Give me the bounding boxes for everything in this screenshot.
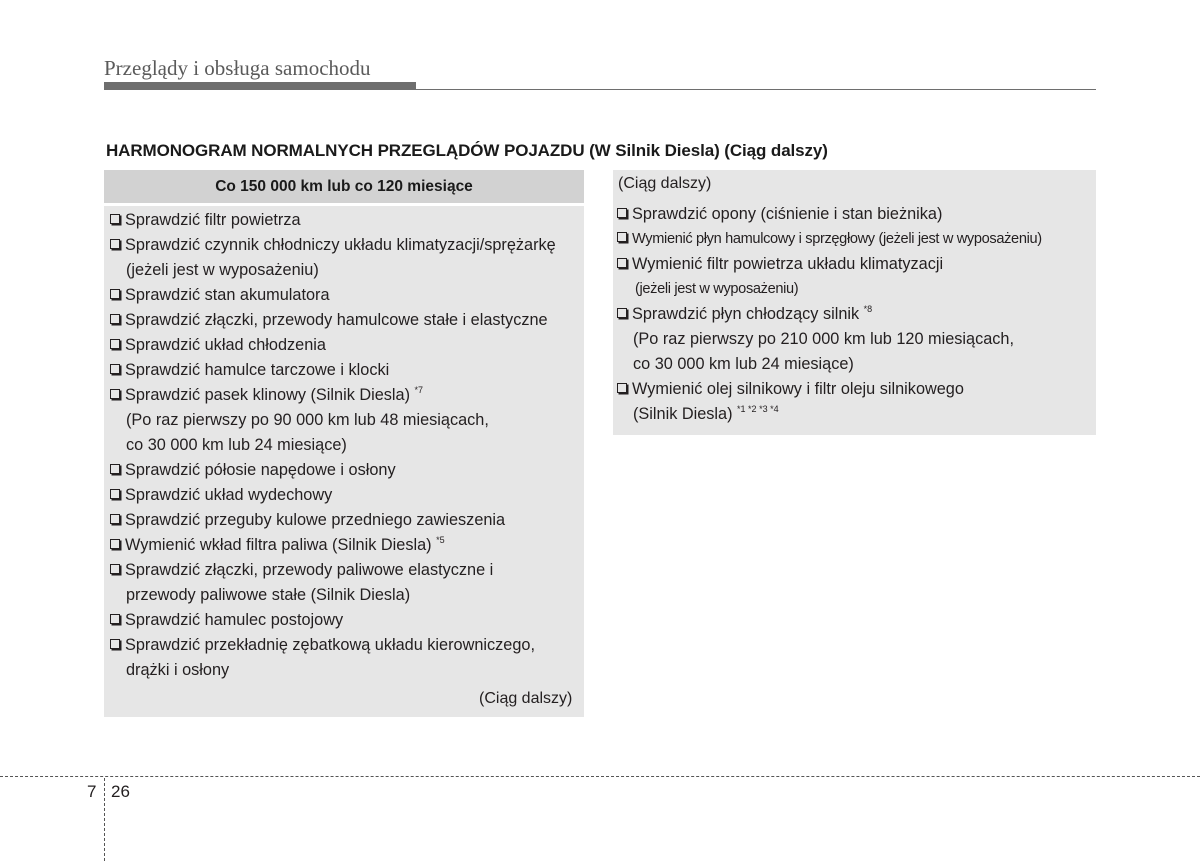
continuation-text: (jeżeli jest w wyposażeniu) [635,281,799,297]
checklist-item-line [110,383,584,408]
checklist-item-text: Sprawdzić układ wydechowy [125,486,333,504]
footer-dashed-rule [0,776,1200,777]
header-rule-thick [104,82,416,90]
checkbox-icon [617,308,627,318]
interval-header: Co 150 000 km lub co 120 miesiące [104,170,584,203]
checklist-item-continuation [617,352,1095,377]
checklist-item-continuation [617,327,1095,352]
continuation-text: (Po raz pierwszy po 90 000 km lub 48 miesiącach, [126,411,489,429]
checklist-item [110,208,584,233]
continued-label-bottom: (Ciąg dalszy) [479,690,573,707]
section-title: Przeglądy i obsługa samochodu [104,56,371,80]
checklist-item-line [110,233,584,258]
checklist-item-text: Sprawdzić złączki, przewody hamulcowe stałe i elastyczne [125,311,548,329]
checklist-item-continuation [617,402,1095,427]
footnote-marker: *7 [414,385,424,395]
checklist-item [110,283,584,308]
checklist-item-text: Sprawdzić czynnik chłodniczy układu klimatyzacji/sprężarkę [125,236,556,254]
checklist-item-line [110,333,584,358]
checkbox-icon [110,364,120,374]
checklist-item-text: Wymienić płyn hamulcowy i sprzęgłowy (jeżeli jest w wyposażeniu) [632,231,1042,247]
checklist-item [110,558,584,608]
checklist-item-text: Sprawdzić pasek klinowy (Silnik Diesla) [125,386,415,404]
checkbox-icon [110,489,120,499]
continuation-text: (Silnik Diesla) [633,405,738,423]
checkbox-icon [110,614,120,624]
checklist-item [110,533,584,558]
checklist-item-line [110,458,584,483]
checklist-item-text: Sprawdzić hamulce tarczowe i klocki [125,361,390,379]
continuation-text: drążki i osłony [126,661,230,679]
checklist-item-text: Sprawdzić układ chłodzenia [125,336,326,354]
header-divider [104,203,584,206]
checklist-item [110,358,584,383]
checklist-item-text: Wymienić wkład filtra paliwa (Silnik Diesla) [125,536,437,554]
continuation-text: co 30 000 km lub 24 miesiące) [126,436,347,454]
checklist-item [617,302,1095,377]
checklist-item-line [110,633,584,658]
checklist-item-text: Sprawdzić przeguby kulowe przedniego zawieszenia [125,511,506,529]
checklist-item [110,633,584,683]
checklist-item-text: Sprawdzić złączki, przewody paliwowe elastyczne i [125,561,494,579]
checkbox-icon [110,389,120,399]
checklist-item-line [110,533,584,558]
checklist-item-line [110,483,584,508]
checkbox-icon [110,564,120,574]
checkbox-icon [110,539,120,549]
footnote-marker: *8 [863,304,873,314]
checkbox-icon [617,258,627,268]
footnote-marker: *5 [436,535,445,545]
checklist-item [110,233,584,283]
checklist-item-line [617,377,1095,402]
checklist-item [617,252,1095,302]
checklist-item-line [110,208,584,233]
checklist-item-text: Sprawdzić opony (ciśnienie i stan bieżnika) [632,205,943,223]
checklist-item [617,202,1095,227]
checklist-item-continuation [110,658,584,683]
checklist-item-text: Sprawdzić półosie napędowe i osłony [125,461,396,479]
checklist-item-text: Sprawdzić filtr powietrza [125,211,301,229]
checklist-item-continuation [110,408,584,433]
footer-dashed-divider [104,778,105,861]
checklist-item-text: Wymienić olej silnikowy i filtr oleju silnikowego [632,380,964,398]
checklist-item-line [617,252,1095,277]
checklist-item [110,508,584,533]
continuation-text: (jeżeli jest w wyposażeniu) [126,261,319,279]
checkbox-icon [110,464,120,474]
checklist-item-text: Sprawdzić stan akumulatora [125,286,330,304]
checklist-item [110,333,584,358]
chapter-number: 7 [87,782,97,801]
page-number: 26 [111,782,130,801]
checklist-item-line [110,558,584,583]
checklist-item-text: Sprawdzić płyn chłodzący silnik [632,305,864,323]
checkbox-icon [110,289,120,299]
checklist-item-line [110,283,584,308]
continued-label-top: (Ciąg dalszy) [618,175,712,192]
footnote-marker: *1 *2 *3 *4 [737,404,779,414]
checklist-item [110,383,584,458]
checklist-item [110,458,584,483]
schedule-heading: HARMONOGRAM NORMALNYCH PRZEGLĄDÓW POJAZDU (W Silnik Diesla) (Ciąg dalszy) [106,141,828,160]
checklist-item [110,308,584,333]
continuation-text: przewody paliwowe stałe (Silnik Diesla) [126,586,411,604]
checklist-item-continuation [110,258,584,283]
checklist-item [617,377,1095,427]
right-checklist [617,202,1095,427]
checklist-item-text: Sprawdzić przekładnię zębatkową układu kierowniczego, [125,636,535,654]
checkbox-icon [617,208,627,218]
continuation-text: (Po raz pierwszy po 210 000 km lub 120 miesiącach, [633,330,1014,348]
checklist-item-continuation [110,583,584,608]
left-checklist [110,208,584,683]
checklist-item [110,483,584,508]
checkbox-icon [617,383,627,393]
checklist-item-line [617,227,1095,252]
checkbox-icon [110,239,120,249]
checklist-item-line [617,302,1095,327]
checklist-item-line [110,508,584,533]
checkbox-icon [110,314,120,324]
checklist-item-line [617,202,1095,227]
header-rule-thin [416,89,1096,90]
checklist-item [617,227,1095,252]
checkbox-icon [110,514,120,524]
checklist-item-text: Sprawdzić hamulec postojowy [125,611,344,629]
checkbox-icon [110,214,120,224]
checklist-item [110,608,584,633]
checkbox-icon [110,639,120,649]
checklist-item-line [110,308,584,333]
checklist-item-line [110,608,584,633]
checkbox-icon [617,232,627,242]
checkbox-icon [110,339,120,349]
checklist-item-continuation [617,277,1095,302]
checklist-item-line [110,358,584,383]
continuation-text: co 30 000 km lub 24 miesiące) [633,355,854,373]
checklist-item-continuation [110,433,584,458]
checklist-item-text: Wymienić filtr powietrza układu klimatyzacji [632,255,944,273]
